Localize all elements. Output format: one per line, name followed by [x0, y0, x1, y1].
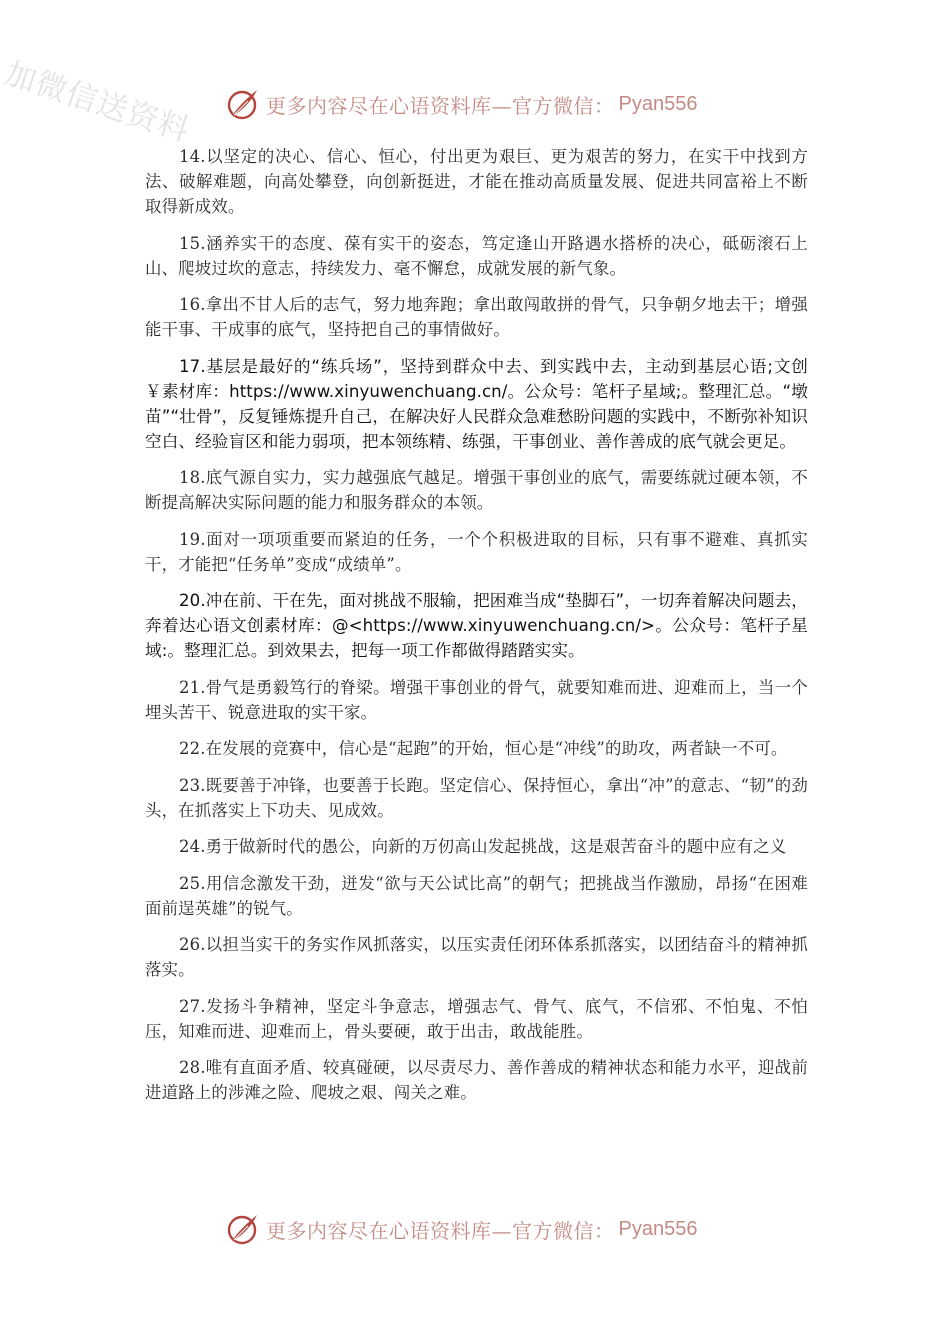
paragraph-23: 23.既要善于冲锋，也要善于长跑。坚定信心、保持恒心，拿出“冲”的意志、“韧”的劲头，在抓落实上下功夫、见成效。 — [145, 775, 808, 820]
paragraph-18: 18.底气源自实力，实力越强底气越足。增强干事创业的底气，需要练就过硬本领，不断提高解决实际问题的能力和服务群众的本领。 — [145, 468, 808, 512]
quill-logo-icon — [226, 1212, 260, 1246]
paragraph-27: 27.发扬斗争精神，坚定斗争意志，增强志气、骨气、底气，不信邪、不怕鬼、不怕压，知难而进、迎难而上，骨头要硬，敢于出击，敢战能胜。 — [145, 996, 808, 1041]
banner-wechat-id: Pyan556 — [618, 92, 698, 115]
paragraph-15: 15.涵养实干的态度、葆有实干的姿态，笃定逢山开路遇水搭桥的决心，砥砺滚石上山、爬坡过坎的意志，持续发力、毫不懈怠，成就发展的新气象。 — [145, 233, 808, 278]
paragraph-17: 17.基层是最好的“练兵场”，坚持到群众中去、到实践中去，主动到基层心语;文创￥素材库：https://www.xinyuwenchuang.cn/。公众号：笔杆子星域;。整理汇总。“墩苗”“壮骨”，反复锤炼提升自己，在解决好人民群众急难愁盼问题的实践中，不断弥补知识空白、经验盲区和能力弱项，把本领练精、练强，干事创业、善作善成的底气就会更足。 — [145, 356, 808, 451]
document-body — [145, 144, 808, 1117]
quill-logo-icon — [226, 87, 260, 121]
paragraph-16: 16.拿出不甘人后的志气，努力地奔跑；拿出敢闯敢拼的骨气，只争朝夕地去干；增强能干事、干成事的底气，坚持把自己的事情做好。 — [145, 295, 808, 339]
header-banner — [226, 86, 697, 122]
paragraph-22: 22.在发展的竞赛中，信心是“起跑”的开始，恒心是“冲线”的助攻，两者缺一不可。 — [179, 739, 788, 758]
paragraph-21: 21.骨气是勇毅笃行的脊梁。增强干事创业的骨气，就要知难而进、迎难而上，当一个埋头苦干、锐意进取的实干家。 — [145, 677, 808, 722]
paragraph-28: 28.唯有直面矛盾、较真碰硬，以尽责尽力、善作善成的精神状态和能力水平，迎战前进道路上的涉滩之险、爬坡之艰、闯关之难。 — [145, 1058, 808, 1102]
banner-wechat-id: Pyan556 — [618, 1217, 698, 1240]
paragraph-24: 24.勇于做新时代的愚公，向新的万仞高山发起挑战，这是艰苦奋斗的题中应有之义 — [179, 837, 787, 856]
paragraph-25: 25.用信念激发干劲，迸发“欲与天公试比高”的朝气；把挑战当作激励，昂扬“在困难面前逞英雄”的锐气。 — [145, 873, 808, 918]
paragraph-26: 26.以担当实干的务实作风抓落实，以压实责任闭环体系抓落实，以团结奋斗的精神抓落实。 — [145, 935, 808, 979]
paragraph-14: 14.以坚定的决心、信心、恒心，付出更为艰巨、更为艰苦的努力，在实干中找到方法、破解难题，向高处攀登，向创新挺进，才能在推动高质量发展、促进共同富裕上不断取得新成效。 — [145, 147, 808, 216]
banner-text: 更多内容尽在心语资料库—官方微信： — [266, 1218, 615, 1243]
paragraph-19: 19.面对一项项重要而紧迫的任务，一个个积极进取的目标，只有事不避难、真抓实干，才能把“任务单”变成“成绩单”。 — [145, 529, 808, 574]
paragraph-20: 20.冲在前、干在先，面对挑战不服输，把困难当成“垫脚石”，一切奔着解决问题去，奔着达心语文创素材库：@<https://www.xinyuwenchuang.cn/>。公众号：笔杆子星域:。整理汇总。到效果去，把每一项工作都做得踏踏实实。 — [145, 591, 808, 660]
banner-text: 更多内容尽在心语资料库—官方微信： — [266, 93, 615, 118]
footer-banner — [226, 1211, 697, 1247]
watermark-text: 加微信送资料 — [0, 55, 195, 150]
